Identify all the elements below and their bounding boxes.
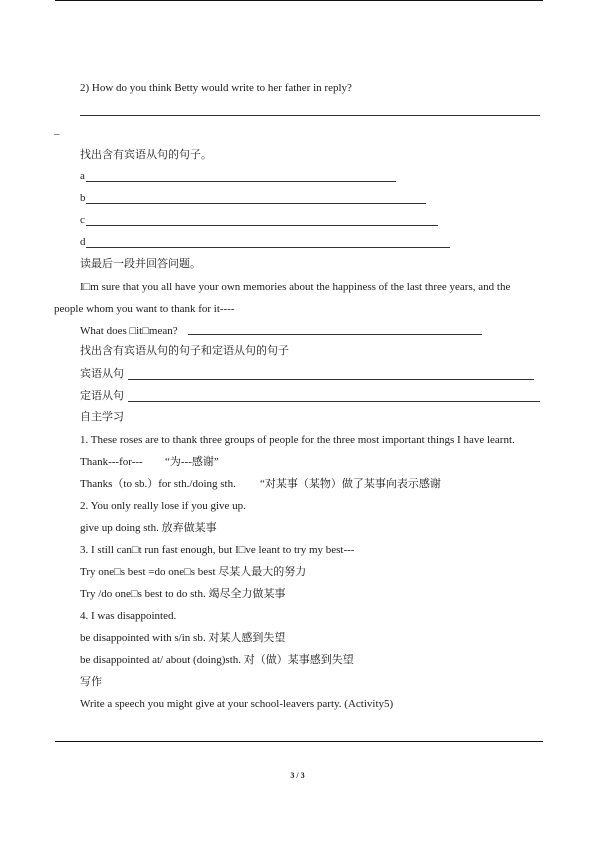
blank-a-label: a (80, 170, 85, 182)
sentence-2-phrase: give up doing sth. 放弃做某事 (80, 522, 217, 534)
blank-b-label: b (80, 192, 86, 204)
writing-task: Write a speech you might give at your school-leavers party. (Activity5) (80, 698, 394, 710)
blank-a-line (86, 181, 396, 182)
sentence-3: 3. I still can□t run fast enough, but I□ve leant to try my best--- (80, 544, 355, 556)
blank-d-line (86, 247, 450, 248)
continuation-dash: – (54, 128, 60, 140)
answer-line-q2 (80, 115, 540, 116)
quote-line-2: people whom you want to thank for it---- (54, 303, 235, 315)
sentence-1-phrase-b: Thanks（to sb.）for sth./doing sth. (80, 478, 236, 490)
sentence-1-phrase-b-cn: “对某事（某物）做了某事向表示感谢 (260, 478, 441, 490)
page-number: 3 / 3 (290, 771, 305, 780)
answer-line-what-does (188, 334, 482, 335)
top-rule (55, 0, 543, 1)
section-self-study: 自主学习 (80, 411, 124, 423)
sentence-4-phrase-a: be disappointed with s/in sb. 对某人感到失望 (80, 632, 286, 644)
sentence-4: 4. I was disappointed. (80, 610, 177, 622)
blank-b-line (86, 203, 426, 204)
question-2: 2) How do you think Betty would write to her father in reply? (80, 82, 352, 94)
sentence-3-phrase-a: Try one□s best =do one□s best 尽某人最大的努力 (80, 566, 307, 578)
blank-d-label: d (80, 236, 86, 248)
instruction-find-object-clause: 找出含有宾语从句的句子。 (80, 149, 212, 161)
object-clause-label: 宾语从句 (80, 368, 124, 380)
instruction-read-last-paragraph: 读最后一段并回答问题。 (80, 258, 201, 270)
sentence-1-phrase-a-cn: “为---感谢” (165, 456, 219, 468)
instruction-find-both-clauses: 找出含有宾语从句的句子和定语从句的句子 (80, 345, 289, 357)
attributive-clause-line (128, 401, 540, 402)
sentence-3-phrase-b: Try /do one□s best to do sth. 竭尽全力做某事 (80, 588, 286, 600)
question-what-does-it-mean: What does □it□mean? (80, 325, 178, 337)
bottom-rule (55, 741, 543, 742)
sentence-1-phrase-a: Thank---for--- (80, 456, 143, 468)
section-writing: 写作 (80, 676, 102, 688)
object-clause-line (128, 379, 534, 380)
sentence-2: 2. You only really lose if you give up. (80, 500, 246, 512)
quote-line-1: I□m sure that you all have your own memories about the happiness of the last three years, and the (80, 281, 511, 293)
blank-c-line (86, 225, 438, 226)
sentence-1: 1. These roses are to thank three groups of people for the three most important things I have learnt. (80, 434, 515, 446)
sentence-4-phrase-b: be disappointed at/ about (doing)sth. 对（做）某事感到失望 (80, 654, 354, 666)
attributive-clause-label: 定语从句 (80, 390, 124, 402)
blank-c-label: c (80, 214, 85, 226)
